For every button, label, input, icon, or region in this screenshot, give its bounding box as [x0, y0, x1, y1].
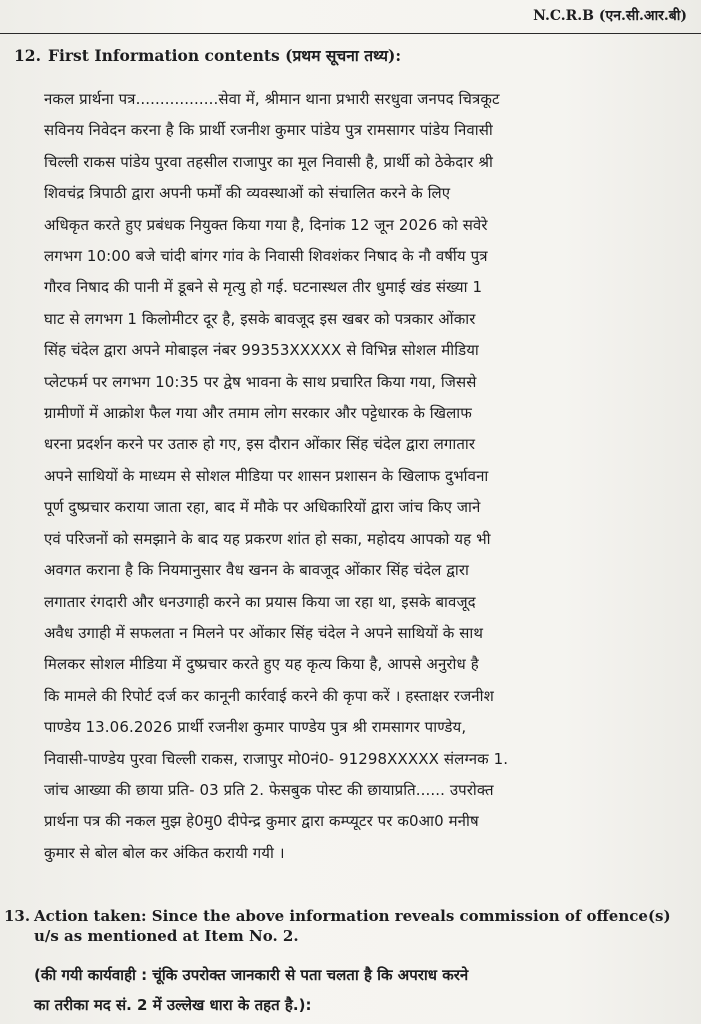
- first-information-text-line: प्लेटफर्म पर लगभग 10:35 पर द्वेष भावना के साथ प्रचारित किया गया, जिससे: [44, 372, 477, 391]
- first-information-text-line: घाट से लगभग 1 किलोमीटर दूर है, इसके बावजूद इस खबर को पत्रकार ओंकार: [44, 309, 476, 328]
- first-information-text-line: ग्रामीणों में आक्रोश फैल गया और तमाम लोग सरकार और पट्टेधारक के खिलाफ: [44, 404, 472, 423]
- action-taken-hindi-line: (की गयी कार्यवाही : चूंकि उपरोक्त जानकारी से पता चलता है कि अपराध करने: [34, 966, 469, 984]
- agency-header: N.C.R.B (एन.सी.आर.बी): [533, 8, 687, 24]
- first-information-text-line: लगातार रंगदारी और धनउगाही करने का प्रयास किया जा रहा था, इसके बावजूद: [44, 592, 476, 611]
- first-information-text-line: गौरव निषाद की पानी में डूबने से मृत्यु हो गई. घटनास्थल तीर धुमाई खंड संख्या 1: [44, 278, 483, 297]
- first-information-text-line: शिवचंद्र त्रिपाठी द्वारा अपनी फर्मों की व्यवस्थाओं को संचालित करने के लिए: [44, 184, 451, 203]
- first-information-text-line: सविनय निवेदन करना है कि प्रार्थी रजनीश कुमार पांडेय पुत्र रामसागर पांडेय निवासी: [44, 121, 493, 140]
- action-taken-hindi: [34, 960, 684, 1020]
- first-information-text-line: चिल्ली राकस पांडेय पुरवा तहसील राजापुर का मूल निवासी है, प्रार्थी को ठेकेदार श्री: [44, 152, 493, 171]
- first-information-text-line: अवगत कराना है कि नियमानुसार वैध खनन के बावजूद ओंकार सिंह चंदेल द्वारा: [44, 561, 470, 580]
- section-12-title: First Information contents (प्रथम सूचना तथ्य):: [48, 46, 402, 65]
- first-information-text-line: लगभग 10:00 बजे चांदी बांगर गांव के निवासी शिवशंकर निषाद के नौ वर्षीय पुत्र: [44, 247, 488, 266]
- section-12-number: 12.: [14, 46, 41, 65]
- first-information-text-line: एवं परिजनों को समझाने के बाद यह प्रकरण शांत हो सका, महोदय आपको यह भी: [44, 529, 491, 548]
- first-information-text-line: कि मामले की रिपोर्ट दर्ज कर कानूनी कार्रवाई करने की कृपा करें । हस्ताक्षर रजनीश: [44, 686, 494, 705]
- section-13-title-line1: Action taken: Since the above information reveals commission of offence(s): [34, 907, 671, 925]
- first-information-text-line: अवैध उगाही में सफलता न मिलने पर ओंकार सिंह चंदेल ने अपने साथियों के साथ: [44, 623, 484, 642]
- section-12-heading: [14, 44, 401, 66]
- section-13-heading: [4, 906, 684, 946]
- first-information-text-line: अपने साथियों के माध्यम से सोशल मीडिया पर शासन प्रशासन के खिलाफ दुर्भावना: [44, 466, 489, 485]
- action-taken-hindi-line: का तरीका मद सं. 2 में उल्लेख धारा के तहत है.):: [34, 996, 312, 1014]
- first-information-text-line: जांच आख्या की छाया प्रति- 03 प्रति 2. फेसबुक पोस्ट की छायाप्रति...... उपरोक्त: [44, 780, 494, 799]
- section-13-title-line2: u/s as mentioned at Item No. 2.: [34, 927, 299, 945]
- first-information-text: [44, 84, 674, 869]
- header-divider: [0, 33, 701, 34]
- first-information-text-line: कुमार से बोल बोल कर अंकित करायी गयी ।: [44, 843, 285, 862]
- section-13-number: 13.: [4, 907, 31, 925]
- first-information-text-line: पूर्ण दुष्प्रचार कराया जाता रहा, बाद में मौके पर अधिकारियों द्वारा जांच किए जाने: [44, 498, 481, 517]
- first-information-text-line: निवासी-पाण्डेय पुरवा चिल्ली राकस, राजापुर मो0नं0- 91298XXXXX संलग्नक 1.: [44, 749, 509, 768]
- first-information-text-line: सिंह चंदेल द्वारा अपने मोबाइल नंबर 99353XXXXX से विभिन्न सोशल मीडिया: [44, 341, 479, 360]
- first-information-text-line: मिलकर सोशल मीडिया में दुष्प्रचार करते हुए यह कृत्य किया है, आपसे अनुरोध है: [44, 655, 479, 674]
- first-information-text-line: नकल प्रार्थना पत्र.................सेवा में, श्रीमान थाना प्रभारी सरधुवा जनपद चित्रकूट: [44, 90, 500, 108]
- first-information-text-line: प्रार्थना पत्र की नकल मुझ हे0मु0 दीपेन्द्र कुमार द्वारा कम्प्यूटर पर क0आ0 मनीष: [44, 812, 479, 831]
- first-information-text-line: पाण्डेय 13.06.2026 प्रार्थी रजनीश कुमार पाण्डेय पुत्र श्री रामसागर पाण्डेय,: [44, 718, 467, 737]
- first-information-text-line: अधिकृत करते हुए प्रबंधक नियुक्त किया गया है, दिनांक 12 जून 2026 को सवेरे: [44, 215, 488, 234]
- first-information-text-line: धरना प्रदर्शन करने पर उतारु हो गए, इस दौरान ओंकार सिंह चंदेल द्वारा लगातार: [44, 435, 476, 454]
